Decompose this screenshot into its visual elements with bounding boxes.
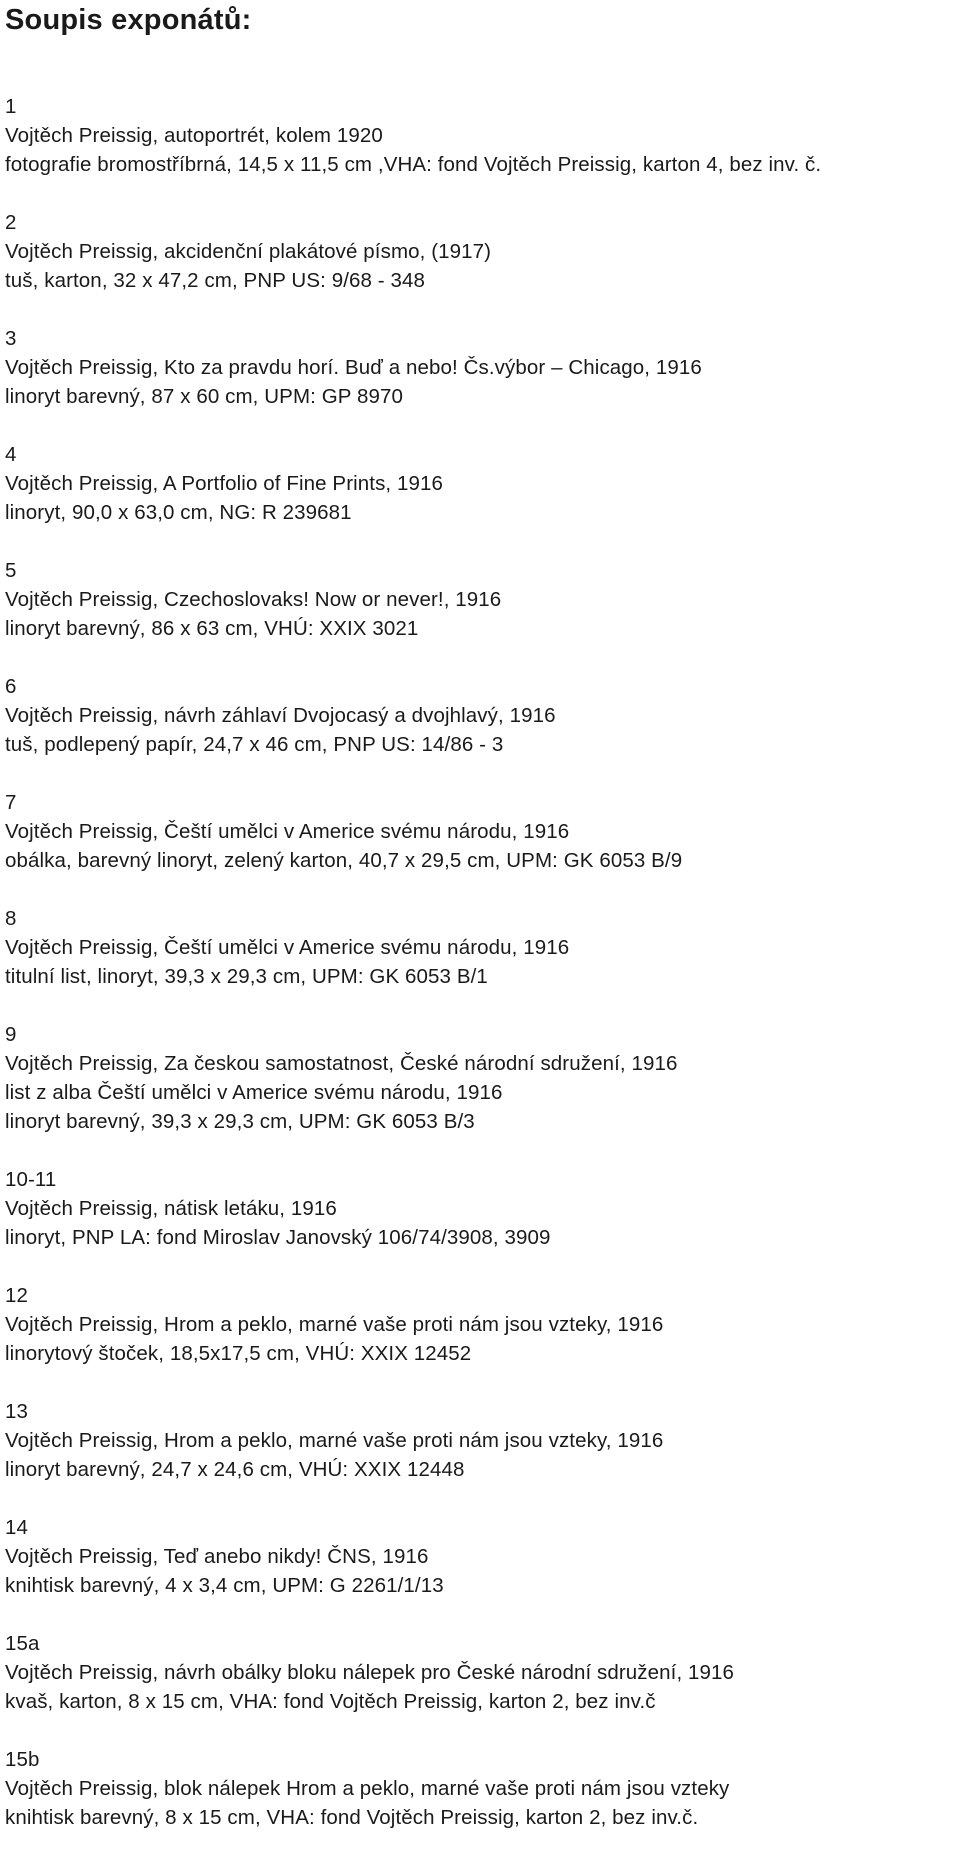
exhibit-line: Vojtěch Preissig, blok nálepek Hrom a peklo, marné vaše proti nám jsou vzteky [5,1777,730,1800]
exhibit-entry-9 [5,1020,955,1136]
exhibit-line: Vojtěch Preissig, Hrom a peklo, marné vaše proti nám jsou vzteky, 1916 [5,1313,664,1336]
exhibit-line: Vojtěch Preissig, Czechoslovaks! Now or never!, 1916 [5,588,502,611]
exhibit-line: Vojtěch Preissig, Hrom a peklo, marné vaše proti nám jsou vzteky, 1916 [5,1429,664,1452]
exhibit-entry-2 [5,208,955,295]
exhibit-entry-8 [5,904,955,991]
document-page [5,0,955,1861]
exhibit-line: list z alba Čeští umělci v Americe svému národu, 1916 [5,1081,503,1104]
exhibit-line: Vojtěch Preissig, Za českou samostatnost, České národní sdružení, 1916 [5,1052,678,1075]
exhibit-list [5,92,955,1832]
exhibit-number: 5 [5,559,17,582]
exhibit-line: Vojtěch Preissig, Čeští umělci v Americe svému národu, 1916 [5,936,570,959]
exhibit-number: 15b [5,1748,40,1771]
exhibit-line: tuš, karton, 32 x 47,2 cm, PNP US: 9/68 - 348 [5,269,426,292]
exhibit-number: 9 [5,1023,17,1046]
exhibit-entry-12 [5,1281,955,1368]
exhibit-entry-15a [5,1629,955,1716]
exhibit-number: 13 [5,1400,29,1423]
exhibit-entry-7 [5,788,955,875]
exhibit-number: 15a [5,1632,40,1655]
exhibit-entry-10-11 [5,1165,955,1252]
exhibit-line: linoryt barevný, 24,7 x 24,6 cm, VHÚ: XXIX 12448 [5,1458,465,1481]
exhibit-entry-5 [5,556,955,643]
exhibit-number: 8 [5,907,17,930]
exhibit-line: linoryt barevný, 39,3 x 29,3 cm, UPM: GK 6053 B/3 [5,1110,475,1133]
exhibit-number: 1 [5,95,17,118]
exhibit-line: linoryt barevný, 87 x 60 cm, UPM: GP 8970 [5,385,403,408]
exhibit-line: Vojtěch Preissig, autoportrét, kolem 1920 [5,124,383,147]
exhibit-line: Vojtěch Preissig, návrh obálky bloku nálepek pro České národní sdružení, 1916 [5,1661,735,1684]
exhibit-line: linoryt barevný, 86 x 63 cm, VHÚ: XXIX 3021 [5,617,419,640]
exhibit-number: 3 [5,327,17,350]
exhibit-entry-6 [5,672,955,759]
exhibit-line: kvaš, karton, 8 x 15 cm, VHA: fond Vojtěch Preissig, karton 2, bez inv.č [5,1690,656,1713]
exhibit-number: 12 [5,1284,29,1307]
exhibit-entry-3 [5,324,955,411]
exhibit-entry-4 [5,440,955,527]
exhibit-line: fotografie bromostříbrná, 14,5 x 11,5 cm ,VHA: fond Vojtěch Preissig, karton 4, bez inv. č. [5,153,822,176]
exhibit-number: 14 [5,1516,29,1539]
exhibit-entry-13 [5,1397,955,1484]
exhibit-line: Vojtěch Preissig, Kto za pravdu horí. Buď a nebo! Čs.výbor – Chicago, 1916 [5,356,702,379]
exhibit-line: titulní list, linoryt, 39,3 x 29,3 cm, UPM: GK 6053 B/1 [5,965,488,988]
exhibit-line: Vojtěch Preissig, akcidenční plakátové písmo, (1917) [5,240,492,263]
exhibit-line: obálka, barevný linoryt, zelený karton, 40,7 x 29,5 cm, UPM: GK 6053 B/9 [5,849,683,872]
exhibit-entry-15b [5,1745,955,1832]
exhibit-line: knihtisk barevný, 8 x 15 cm, VHA: fond Vojtěch Preissig, karton 2, bez inv.č. [5,1806,699,1829]
exhibit-line: linorytový štoček, 18,5x17,5 cm, VHÚ: XXIX 12452 [5,1342,472,1365]
exhibit-line: Vojtěch Preissig, Teď anebo nikdy! ČNS, 1916 [5,1545,429,1568]
exhibit-number: 2 [5,211,17,234]
exhibit-line: linoryt, 90,0 x 63,0 cm, NG: R 239681 [5,501,352,524]
exhibit-line: Vojtěch Preissig, A Portfolio of Fine Prints, 1916 [5,472,444,495]
exhibit-line: Vojtěch Preissig, návrh záhlaví Dvojocasý a dvojhlavý, 1916 [5,704,556,727]
exhibit-entry-1 [5,92,955,179]
exhibit-line: tuš, podlepený papír, 24,7 x 46 cm, PNP US: 14/86 - 3 [5,733,504,756]
exhibit-line: linoryt, PNP LA: fond Miroslav Janovský 106/74/3908, 3909 [5,1226,551,1249]
exhibit-line: knihtisk barevný, 4 x 3,4 cm, UPM: G 2261/1/13 [5,1574,444,1597]
exhibit-line: Vojtěch Preissig, Čeští umělci v Americe svému národu, 1916 [5,820,570,843]
exhibit-line: Vojtěch Preissig, nátisk letáku, 1916 [5,1197,337,1220]
exhibit-number: 4 [5,443,17,466]
document-title: Soupis exponátů: [5,4,252,36]
exhibit-entry-14 [5,1513,955,1600]
exhibit-number: 10-11 [5,1168,57,1191]
exhibit-number: 6 [5,675,17,698]
exhibit-number: 7 [5,791,17,814]
